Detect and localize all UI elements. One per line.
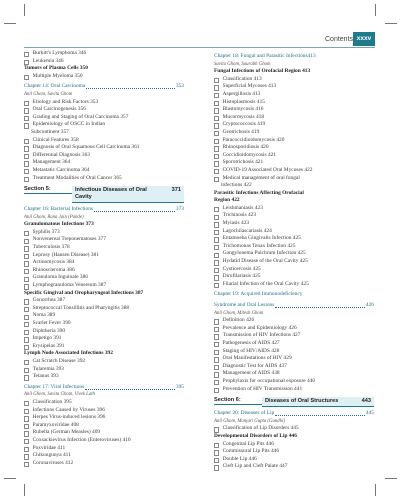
section-title-line2: Cavity [75,194,92,201]
running-header-title: Contents [325,36,354,43]
checkbox-bullet-icon [214,177,219,182]
toc-entry[interactable] [24,343,184,351]
toc-entry-text: Hydatid Disease of the Oral Cavity 425 [222,258,308,265]
toc-subheading: Tumors of Plasma Cells 350 [24,65,88,72]
toc-entry-text: Management 364 [32,159,71,166]
toc-entry-text: Classification 413 [222,75,262,82]
crop-mark [375,484,376,496]
toc-entry-text: Definition 426 [222,317,255,324]
toc-entry[interactable] [214,220,374,228]
chapter-title: Syndrome and Oral Lesions [214,302,275,308]
checkbox-bullet-icon [214,458,219,463]
toc-entry[interactable] [24,399,184,407]
checkbox-bullet-icon [24,454,29,459]
chapter-title: Chapter 16: Bacterial Infections [24,206,94,213]
toc-entry[interactable] [24,152,184,160]
section-title-band [72,186,184,203]
toc-entry-text: Paracoccidioidomycosis 420 [222,136,285,143]
toc-entry-text: Poxviridae 411 [32,444,66,451]
toc-entry-text: Nonvenereal Treponematoses 377 [32,236,106,243]
section-heading [214,397,374,407]
toc-entry-text: Sporotrichosis 421 [222,159,264,166]
checkbox-bullet-icon [214,283,219,288]
toc-entry[interactable] [214,332,374,340]
toc-entry-text: Staging of HIV/AIDS 428 [222,347,280,354]
toc-entry-text: Treatment Modalities of Oral Cancer 365 [32,174,122,181]
toc-entry-text: Medical management of oral fungal [222,174,300,181]
toc-entry-text: Multiple Myeloma 350 [32,72,83,79]
toc-entry-text: Blastomycosis 416 [222,106,264,113]
toc-subheading: Region 422 [214,197,240,204]
checkbox-bullet-icon [214,85,219,90]
toc-entry-text: Classification of Lip Disorders 445 [222,425,299,432]
section-number: Section 6: [214,397,262,405]
chapter-heading[interactable] [214,291,374,299]
toc-entry[interactable] [24,460,184,468]
checkbox-bullet-icon [214,465,219,470]
checkbox-bullet-icon [214,78,219,83]
toc-entry[interactable] [24,358,184,366]
checkbox-bullet-icon [24,307,29,312]
toc-entry[interactable] [24,259,184,267]
toc-entry[interactable] [24,267,184,275]
toc-entry[interactable] [214,250,374,258]
checkbox-bullet-icon [24,154,29,159]
toc-entry-text: Myiasis 423 [222,220,250,227]
toc-entry[interactable] [24,144,184,152]
toc-entry-text: Congenital Lip Pits 446 [222,440,274,447]
toc-entry-text: Prevention of HIV Transmission 441 [222,385,303,392]
toc-entry[interactable] [214,448,374,456]
crop-mark [385,478,397,479]
toc-entry-text: Mucormycosis 418 [222,113,265,120]
checkbox-bullet-icon [214,357,219,362]
toc-entry-text: Granuloma Inguinale 386 [32,274,88,281]
toc-entry[interactable] [24,229,184,237]
checkbox-bullet-icon [24,101,29,106]
toc-entry[interactable] [214,235,374,243]
toc-entry-text: Gongylonema Pulchrum Infection 425 [222,250,306,257]
toc-entry-text: Scarlet Fever 390 [32,320,71,326]
toc-entry[interactable] [214,114,374,122]
section-page-number: 443 [361,398,371,405]
toc-entry-text: Trichomonas Tenax Infection 425 [222,242,296,249]
toc-subheading: Specific Gingival and Oropharyngeal Infections 387 [24,289,144,296]
checkbox-bullet-icon [24,337,29,342]
toc-entry[interactable] [24,445,184,453]
chapter-page-number: 353 [175,83,184,90]
toc-entry-text: Differential Diagnosis 363 [32,151,90,158]
checkbox-bullet-icon [24,261,29,266]
toc-entry[interactable] [24,106,184,114]
toc-entry[interactable] [214,144,374,152]
toc-entry[interactable] [214,340,374,348]
chapter-heading[interactable] [214,302,374,310]
toc-entry[interactable] [24,452,184,460]
toc-entry[interactable] [214,378,374,386]
checkbox-bullet-icon [214,334,219,339]
toc-entry-text: Aspergillosis 413 [222,90,261,97]
toc-entry-text: Management of AIDS 438 [222,370,280,377]
toc-entry-text: Entamoeba Gingivalis Infection 425 [222,235,301,242]
chapter-heading[interactable] [24,384,184,392]
section-title-band [262,397,374,407]
checkbox-bullet-icon [214,131,219,136]
toc-entry-text: Grading and Staging of Oral Carcinoma 357 [32,113,129,120]
checkbox-bullet-icon [24,277,29,282]
checkbox-bullet-icon [214,380,219,385]
toc-column-left [24,50,184,467]
toc-entry[interactable] [24,366,184,374]
toc-entry[interactable] [214,99,374,107]
checkbox-bullet-icon [214,268,219,273]
toc-entry-text: Diagnostic Test for AIDS 437 [222,362,287,369]
leader-dots [275,307,365,308]
chapter-authors: Savita Ghom, Saurabh Ghom [214,61,271,67]
toc-entry[interactable] [24,312,184,320]
toc-entry-text: Tetanus 393 [32,373,59,380]
toc-entry-text: Filarial Infection of the Oral Cavity 425 [222,280,309,287]
toc-entry[interactable] [24,320,184,328]
toc-entry[interactable] [24,282,184,290]
toc-entry-text: Syphilis 373 [32,228,60,235]
checkbox-bullet-icon [214,253,219,258]
toc-entry[interactable] [214,205,374,213]
toc-subheading: Developmental Disorders of Lip 446 [214,432,297,439]
toc-entry[interactable] [214,121,374,129]
toc-subheading: Lymph Node Associated Infections 392 [24,350,113,357]
checkbox-bullet-icon [24,409,29,414]
checkbox-bullet-icon [24,315,29,320]
toc-entry-text: Histoplasmosis 415 [222,98,265,105]
chapter-heading[interactable] [24,83,184,91]
checkbox-bullet-icon [214,365,219,370]
toc-entry-text: Prevalence and Epidemiology 426 [222,324,297,331]
toc-entry-text: Lymphogranuloma Venereum 387 [32,282,107,289]
checkbox-bullet-icon [24,146,29,151]
checkbox-bullet-icon [214,139,219,144]
toc-subheading: Fungal Infections of Orofacial Region 413 [214,68,311,75]
checkbox-bullet-icon [24,299,29,304]
toc-entry[interactable] [214,317,374,325]
toc-entry[interactable] [214,91,374,99]
toc-entry-continuation: infections 422 [221,182,252,189]
chapter-heading[interactable] [214,410,374,418]
toc-entry-text: Actinomycosis 384 [32,259,75,266]
toc-entry[interactable] [24,335,184,343]
checkbox-bullet-icon [24,161,29,166]
checkbox-bullet-icon [24,239,29,244]
toc-entry-text: Classification 395 [32,398,72,405]
checkbox-bullet-icon [24,246,29,251]
checkbox-bullet-icon [214,207,219,212]
toc-entry[interactable] [24,429,184,437]
toc-entry-text: Infections Caused by Viruses 396 [32,406,105,413]
section-page-number: 371 [171,187,181,194]
toc-entry-text: Coccidioidomycosis 421 [222,151,277,158]
toc-entry[interactable] [24,167,184,175]
toc-entry-text: Prophylaxis for occupational exposure 440 [222,377,316,384]
checkbox-bullet-icon [214,450,219,455]
crop-mark [24,484,25,496]
checkbox-bullet-icon [24,368,29,373]
toc-entry-text: Geotrichosis 419 [222,128,260,135]
toc-entry-text: Clinical Features 358 [32,136,79,143]
toc-entry-text: Coronaviruses 412 [32,459,74,466]
toc-entry-text: Commissural Lip Pits 446 [222,448,280,455]
checkbox-bullet-icon [24,462,29,467]
toc-entry-text: Rhinosporidiosis 420 [222,144,269,151]
toc-entry[interactable] [24,175,184,183]
chapter-title: Chapter 18: Fungal and Parasitic Infections [214,53,308,59]
toc-entry-text: Leishmaniasis 423 [222,204,263,211]
toc-entry-text: Burkitt's Lymphoma 346 [32,50,87,56]
checkbox-bullet-icon [214,327,219,332]
toc-entry[interactable] [214,137,374,145]
toc-entry-text: Trichinosis 423 [222,212,257,219]
chapter-title: Chapter 14: Oral Carcinoma [24,83,86,90]
crop-mark [4,478,16,479]
toc-entry-text: Cleft Lip and Cleft Palate 447 [222,463,288,470]
checkbox-bullet-icon [24,322,29,327]
checkbox-bullet-icon [214,319,219,324]
toc-entry-text: Pathogenesis of AIDS 427 [222,339,280,346]
toc-entry-continuation: Subcontinent 357 [31,128,69,135]
checkbox-bullet-icon [214,260,219,265]
chapter-page-number: 445 [365,410,374,417]
toc-entry-text: Diphtheria 390 [32,327,66,334]
leader-dots [86,88,175,89]
chapter-authors: Anil Ghom, Manjari Gupta (Gandhi) [214,418,286,424]
toc-entry[interactable] [24,58,184,66]
section-title: Diseases of Oral Structures [265,398,339,405]
checkbox-bullet-icon [214,245,219,250]
checkbox-bullet-icon [214,154,219,159]
toc-entry[interactable] [214,355,374,363]
toc-entry[interactable] [24,99,184,107]
chapter-page-number: 373 [175,206,184,213]
checkbox-bullet-icon [24,169,29,174]
toc-entry[interactable] [214,129,374,137]
chapter-page-number: 395 [175,383,184,390]
toc-entry[interactable] [214,83,374,91]
toc-entry-text: Rubella (German Measles) 409 [32,429,101,436]
toc-entry[interactable] [24,373,184,381]
toc-entry-text: Rhinoscleroma 386 [32,266,75,273]
crop-mark [385,23,397,24]
checkbox-bullet-icon [24,269,29,274]
checkbox-bullet-icon [214,275,219,280]
checkbox-bullet-icon [214,161,219,166]
checkbox-bullet-icon [24,139,29,144]
crop-mark [375,4,376,16]
toc-entry[interactable] [214,425,374,433]
chapter-heading[interactable] [214,53,374,61]
toc-entry-text: Dirofilariasis 425 [222,273,261,280]
checkbox-bullet-icon [214,93,219,98]
checkbox-bullet-icon [24,431,29,436]
toc-entry[interactable] [24,252,184,260]
checkbox-bullet-icon [214,123,219,128]
checkbox-bullet-icon [214,101,219,106]
toc-entry-text: Oral Manifestations of HIV 429 [222,355,292,362]
toc-entry[interactable] [214,386,374,394]
section-number: Section 5: [24,186,72,194]
toc-entry[interactable] [214,463,374,471]
toc-entry-text: Coxsackievirus Infection (Enteroviruses) 410 [32,436,131,443]
chapter-authors: Anil Ghom, Savita Ghom [24,91,73,97]
checkbox-bullet-icon [214,427,219,432]
crop-mark [24,4,25,16]
checkbox-bullet-icon [24,439,29,444]
toc-entry[interactable] [214,281,374,289]
toc-entry[interactable] [214,212,374,220]
toc-entry-text: Herpes Virus-induced lesions 396 [32,414,106,421]
header-rule [24,47,375,48]
toc-entry-text: Double Lip 446 [222,455,257,462]
checkbox-bullet-icon [214,108,219,113]
checkbox-bullet-icon [24,416,29,421]
toc-entry-text: Erysipelas 391 [32,342,65,349]
checkbox-bullet-icon [24,123,29,128]
toc-entry-text: Paramyxoviridae 408 [32,421,79,428]
chapter-authors: Anil Ghom, Mitesh Ghom [214,310,264,316]
chapter-title: Chapter 19: Acquired Immunodeficiency [214,291,303,298]
chapter-authors: Anil Ghom, Rana Jain (Pande) [24,214,84,220]
toc-entry[interactable] [24,137,184,145]
toc-subheading: Parasitic Infections Affecting Orofacial [214,189,304,196]
toc-entry-text: Cryptococcosis 419 [222,121,266,128]
toc-entry-text: Streptococcal Tonsillitis and Pharyngitis 388 [32,304,130,311]
toc-entry[interactable] [214,152,374,160]
toc-entry[interactable] [24,328,184,336]
toc-entry[interactable] [24,236,184,244]
leader-dots [94,211,175,212]
toc-entry[interactable] [214,258,374,266]
checkbox-bullet-icon [214,146,219,151]
section-heading [24,186,184,203]
toc-entry-text: Impetigo 391 [32,335,62,342]
leader-dots [85,389,175,390]
toc-entry-text: Metastatic Carcinoma 364 [32,166,90,173]
toc-entry-text: Leprosy (Hansen Disease) 381 [32,251,99,258]
checkbox-bullet-icon [24,424,29,429]
checkbox-bullet-icon [24,116,29,121]
checkbox-bullet-icon [24,284,29,289]
toc-entry[interactable] [24,274,184,282]
checkbox-bullet-icon [24,254,29,259]
toc-entry-text: Epidemiology of OSCC in Indian [32,121,106,128]
toc-entry-text: Gonorrhea 387 [32,297,66,304]
checkbox-bullet-icon [214,222,219,227]
toc-entry-text: Cysticercosis 425 [222,265,261,272]
toc-entry-text: Etiology and Risk Factors 353 [32,98,99,105]
checkbox-bullet-icon [24,360,29,365]
checkbox-bullet-icon [214,372,219,377]
checkbox-bullet-icon [214,388,219,393]
toc-entry[interactable] [214,106,374,114]
toc-subheading: Granulomatous Infections 373 [24,221,94,228]
checkbox-bullet-icon [214,443,219,448]
toc-entry[interactable] [214,273,374,281]
toc-entry[interactable] [24,159,184,167]
toc-entry-text: Cat Scratch Disease 392 [32,357,86,364]
leader-dots [275,415,365,416]
checkbox-bullet-icon [24,177,29,182]
checkbox-bullet-icon [24,108,29,113]
toc-entry[interactable] [24,73,184,81]
chapter-page-number: 426 [365,302,374,308]
toc-entry[interactable] [24,407,184,415]
checkbox-bullet-icon [214,342,219,347]
toc-entry[interactable] [214,167,374,175]
toc-column-right [214,50,374,471]
chapter-title: Chapter 17: Viral Infections [24,383,85,390]
chapter-title: Chapter 20: Diseases of Lip [214,410,275,417]
checkbox-bullet-icon [214,169,219,174]
page-number-badge: xxxv [353,32,375,46]
toc-entry-text: Oral Carcinogenesis 356 [32,106,86,113]
toc-entry[interactable] [214,370,374,378]
checkbox-bullet-icon [24,375,29,380]
checkbox-bullet-icon [24,231,29,236]
checkbox-bullet-icon [214,350,219,355]
checkbox-bullet-icon [214,237,219,242]
toc-entry-text: Chikungunya 411 [32,452,71,459]
toc-entry[interactable] [24,50,184,58]
checkbox-bullet-icon [24,447,29,452]
checkbox-bullet-icon [24,330,29,335]
chapter-heading[interactable] [24,206,184,214]
toc-entry[interactable] [214,175,374,183]
toc-entry-text: Lagochilascariasis 424 [222,227,272,234]
toc-entry[interactable] [24,437,184,445]
crop-mark [4,23,16,24]
toc-entry-text: Noma 389 [32,312,56,319]
toc-entry-text: Superficial Mycoses 413 [222,83,277,90]
checkbox-bullet-icon [24,401,29,406]
toc-entry[interactable] [24,121,184,129]
chapter-page-number: 413 [307,53,316,59]
checkbox-bullet-icon [214,215,219,220]
toc-entry-text: Diagnosis of Oral Squamous Cell Carcinoma 361 [32,144,140,151]
checkbox-bullet-icon [214,116,219,121]
checkbox-bullet-icon [214,230,219,235]
toc-entry-text: Tuberculosis 378 [32,244,70,251]
toc-entry-text: Tularemia 393 [32,365,64,372]
toc-entry[interactable] [214,441,374,449]
toc-entry[interactable] [24,297,184,305]
toc-entry[interactable] [24,414,184,422]
checkbox-bullet-icon [24,75,29,80]
toc-entry[interactable] [24,305,184,313]
toc-entry-text: Transmission of HIV Infections 427 [222,332,301,339]
chapter-authors: Anil Ghom, Savita Ghom, Vivek Lath [24,392,95,398]
toc-entry[interactable] [24,244,184,252]
toc-entry[interactable] [214,159,374,167]
checkbox-bullet-icon [24,52,29,57]
toc-entry-text: COVID-19 Associated Oral Mycoses 422 [222,166,313,173]
toc-entry-text: Leukemia 346 [32,57,64,64]
section-title: Infectious Diseases of Oral [75,187,147,194]
